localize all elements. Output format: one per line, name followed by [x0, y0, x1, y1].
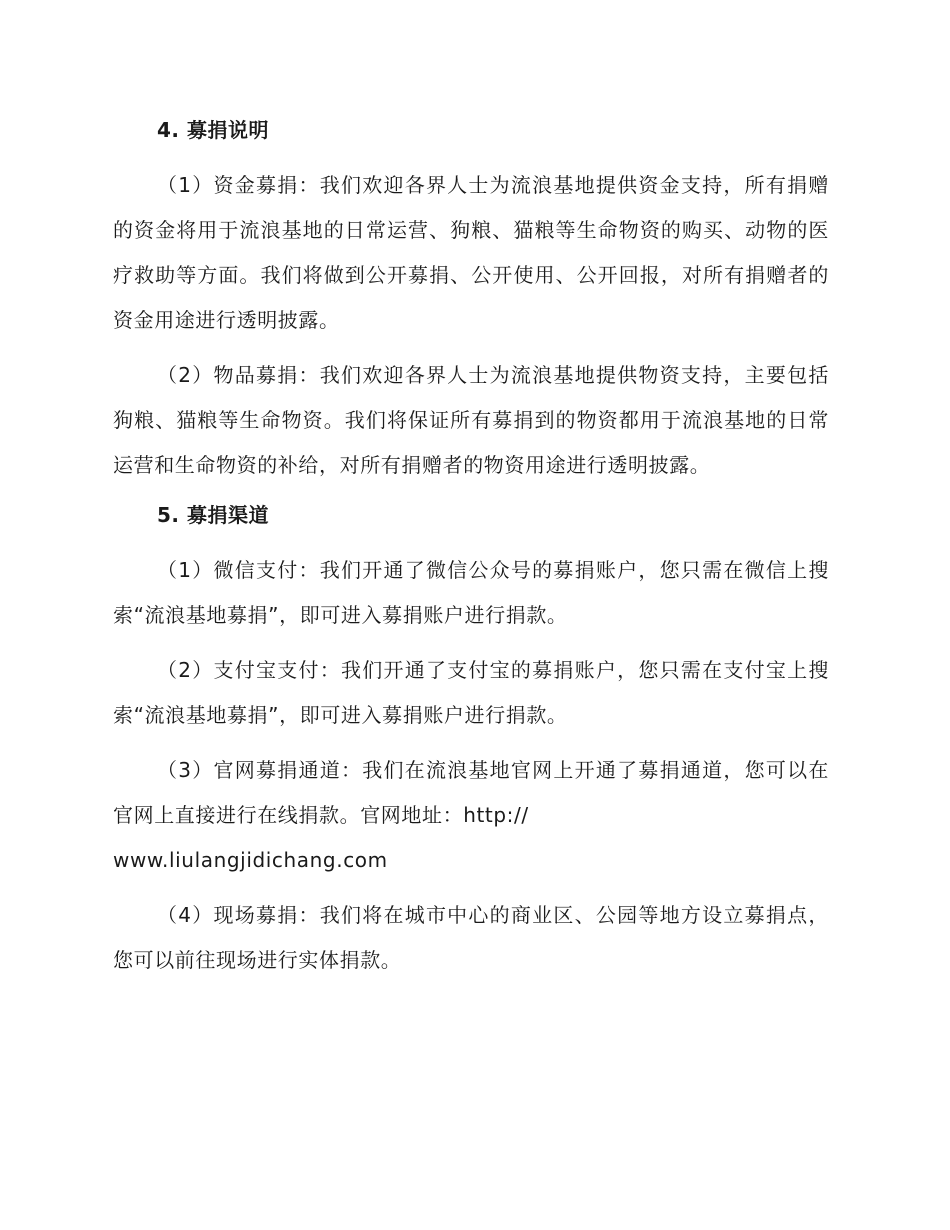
official-site-url[interactable]: www.liulangjidichang.com [113, 848, 388, 872]
alipay-paragraph: （2）支付宝支付：我们开通了支付宝的募捐账户，您只需在支付宝上搜索“流浪基地募捐”，即可进入募捐账户进行捐款。 [113, 658, 829, 727]
official-site-text: （3）官网募捐通道：我们在流浪基地官网上开通了募捐通道，您可以在官网上直接进行在线捐款。官网地址：http:// [113, 758, 829, 827]
official-site-paragraph [113, 748, 829, 883]
section-5-heading: 5. 募捐渠道 [157, 503, 269, 527]
goods-donation-paragraph: （2）物品募捐：我们欢迎各界人士为流浪基地提供物资支持，主要包括狗粮、猫粮等生命物资。我们将保证所有募捐到的物资都用于流浪基地的日常运营和生命物资的补给，对所有捐赠者的物资用途进行透明披露。 [113, 363, 829, 477]
document-content [113, 113, 829, 993]
section-4-heading: 4. 募捐说明 [157, 118, 269, 142]
onsite-donation-paragraph: （4）现场募捐：我们将在城市中心的商业区、公园等地方设立募捐点，您可以前往现场进行实体捐款。 [113, 903, 829, 972]
wechat-pay-paragraph: （1）微信支付：我们开通了微信公众号的募捐账户，您只需在微信上搜索“流浪基地募捐”，即可进入募捐账户进行捐款。 [113, 558, 829, 627]
fund-donation-paragraph: （1）资金募捐：我们欢迎各界人士为流浪基地提供资金支持，所有捐赠的资金将用于流浪基地的日常运营、狗粮、猫粮等生命物资的购买、动物的医疗救助等方面。我们将做到公开募捐、公开使用、公开回报，对所有捐赠者的资金用途进行透明披露。 [113, 173, 829, 332]
